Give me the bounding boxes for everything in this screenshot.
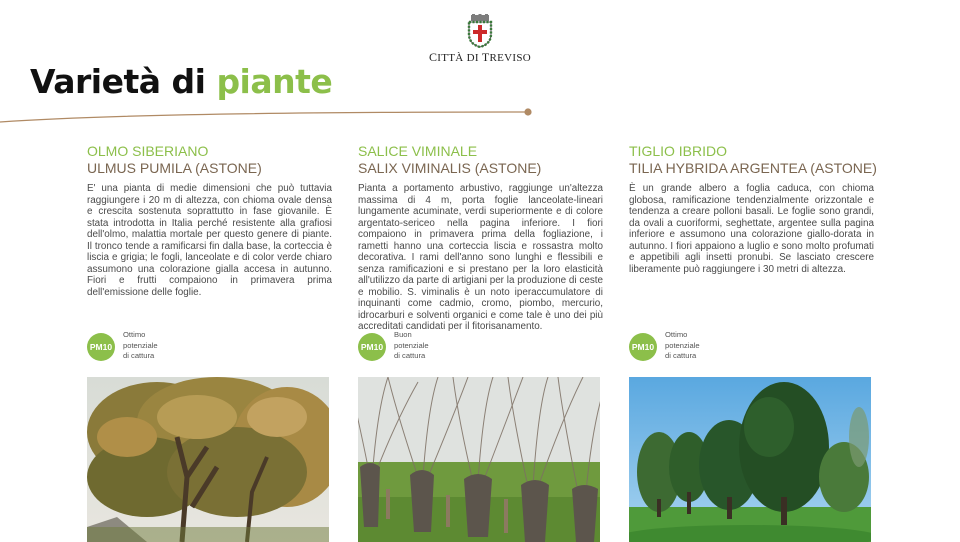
plant-latin-name: SALIX VIMINALIS (ASTONE) [358,160,542,176]
rating-text: Buon potenziale di cattura [394,330,429,360]
treviso-coat-of-arms-icon [466,14,494,48]
pm10-badge: PM10 [358,333,386,361]
plant-name: OLMO SIBERIANO [87,143,209,159]
plant-card-tiglio [629,143,877,275]
pm10-rating [629,330,749,362]
pm10-rating [358,330,478,362]
willow-trees-photo [358,377,600,542]
page-title: Varietà di piante [30,62,333,101]
plant-description: E' una pianta di medie dimensioni che può tuttavia raggiungere i 20 m di altezza, con chioma ovale densa e crescita sostenuta soprattutto in fase giovanile. È stata introdotta in Italia perché resistente alla grafiosi dell'olmo, malattia mortale per questo genere di piante. Il tronco tende a ramificarsi fin dalla base, la corteccia è liscia e grigia; le fogli, lanceolate e di color verde chiaro assumono una colorazione gialla accesa in autunno. Fiori e frutti compaiono in primavera prima dell'emissione delle foglie. [87,183,332,298]
pm10-rating [87,330,207,362]
plant-description: Pianta a portamento arbustivo, raggiunge un'altezza massima di 4 m, porta foglie lanceolate-lineari lungamente acuminate, verdi superiormente e di colore argentato-sericeo nella pagina inferiore. I fiori compaiono in primavera prima della fogliazione, i rametti hanno una corteccia liscia e rossastra molto decorativa. I rami dell'anno sono lunghi e flessibili e senza ramificazioni e si prestano per la loro elasticità all'utilizzo da parte di artigiani per la produzione di ceste e mobilio. S. viminalis è un noto iperaccumulatore di inquinanti come cadmio, cromo, piombo, mercurio, idrocarburi e solventi organici e come tale è uno dei più accreditati candidati per il fitorisanamento. [358,183,603,332]
plant-latin-name: TILIA HYBRIDA ARGENTEA (ASTONE) [629,160,877,176]
plant-name: TIGLIO IBRIDO [629,143,728,159]
plant-name: SALICE VIMINALE [358,143,478,159]
city-name: CITTÀ DI TREVISO [428,50,532,64]
rating-text: Ottimo potenziale di cattura [665,330,700,360]
title-underline-divider [0,105,540,130]
elm-tree-photo [87,377,329,542]
pm10-badge: PM10 [87,333,115,361]
plant-latin-name: ULMUS PUMILA (ASTONE) [87,160,262,176]
plant-card-olmo [87,143,332,298]
pm10-badge: PM10 [629,333,657,361]
linden-trees-photo [629,377,871,542]
plant-description: È un grande albero a foglia caduca, con chioma globosa, ramificazione tendenzialmente orizzontale e tendenza a creare polloni basali. Le foglie sono grandi, da ovali a cuoriformi, seghettate, argentee sulla pagina inferiore e assumono una colorazione giallo-dorata in autunno. I fiori appaiono a luglio e sono molto profumati e appetibili agli insetti pronubi. Se lasciato crescere liberamente può raggiungere i 30 metri di altezza. [629,183,874,275]
plant-card-salice [358,143,603,333]
rating-text: Ottimo potenziale di cattura [123,330,158,360]
